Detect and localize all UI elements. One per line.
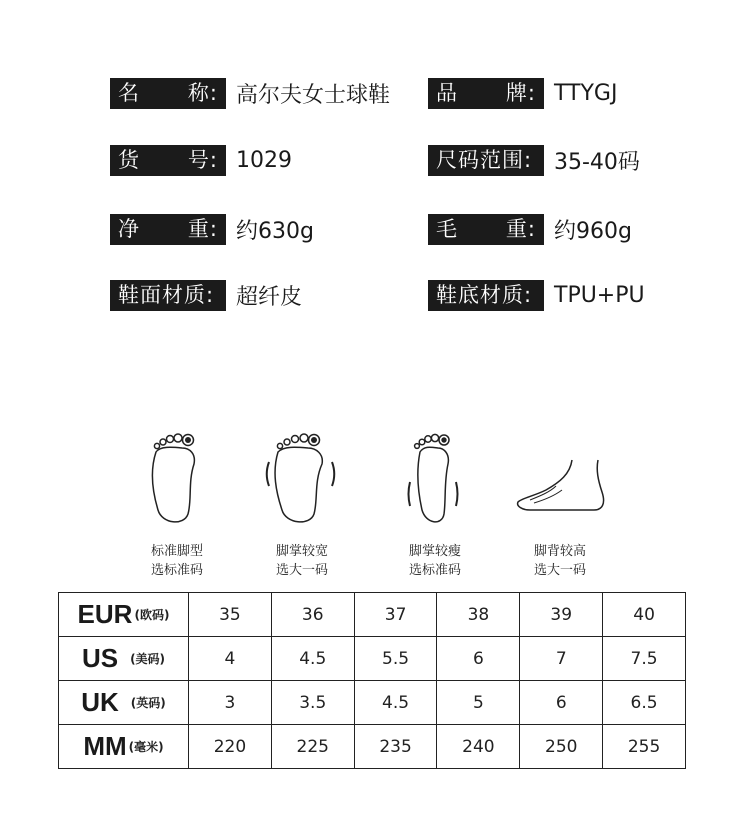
size-cell: 6: [437, 637, 520, 681]
size-cell: 250: [520, 725, 603, 769]
spec-net-weight: [110, 212, 314, 246]
spec-net-weight-value: 约630g: [236, 218, 314, 244]
size-cell: 3: [189, 681, 272, 725]
foot-narrow: [380, 430, 490, 580]
foot-standard-line2: 选标准码: [150, 563, 203, 578]
size-cell: 6: [520, 681, 603, 725]
size-row-header: US (美码): [59, 637, 189, 681]
size-cell: 5: [437, 681, 520, 725]
spec-sole: [428, 278, 645, 312]
spec-gross-weight: [428, 212, 632, 246]
size-cell: 39: [520, 593, 603, 637]
standard-foot-icon: [142, 430, 212, 530]
size-cell: 220: [189, 725, 272, 769]
foot-wide-line2: 选大一码: [275, 563, 328, 578]
size-cell: 35: [189, 593, 272, 637]
spec-brand-value: TTYGJ: [554, 80, 618, 106]
size-row-header: MM (毫米): [59, 725, 189, 769]
spec-upper-label: 鞋面材质:: [110, 280, 226, 311]
size-cell: 255: [603, 725, 686, 769]
foot-wide: [247, 430, 357, 580]
spec-size-range: [428, 143, 640, 177]
foot-wide-line1: 脚掌较宽: [275, 544, 328, 559]
spec-name-value: 高尔夫女士球鞋: [236, 82, 391, 108]
size-cell: 7.5: [603, 637, 686, 681]
foot-narrow-line2: 选标准码: [408, 563, 461, 578]
size-cell: 240: [437, 725, 520, 769]
spec-sole-value: TPU+PU: [554, 282, 645, 308]
size-cell: 40: [603, 593, 686, 637]
spec-size-range-value: 35-40码: [554, 149, 640, 175]
spec-name-label: 名 称:: [110, 78, 226, 109]
spec-size-range-label: 尺码范围:: [428, 145, 544, 176]
size-cell: 235: [354, 725, 437, 769]
spec-brand: [428, 76, 617, 110]
size-cell: 4.5: [354, 681, 437, 725]
size-cell: 3.5: [271, 681, 354, 725]
spec-gross-weight-label: 毛 重:: [428, 214, 544, 245]
foot-standard-line1: 标准脚型: [150, 544, 203, 559]
size-cell: 6.5: [603, 681, 686, 725]
spec-upper: [110, 278, 302, 312]
size-cell: 4: [189, 637, 272, 681]
size-table: [58, 592, 686, 769]
spec-gross-weight-value: 约960g: [554, 218, 632, 244]
spec-sole-label: 鞋底材质:: [428, 280, 544, 311]
spec-net-weight-label: 净 重:: [110, 214, 226, 245]
foot-high-instep-line2: 选大一码: [533, 563, 586, 578]
size-cell: 4.5: [271, 637, 354, 681]
foot-narrow-line1: 脚掌较瘦: [408, 544, 461, 559]
size-row-mm: [59, 725, 686, 769]
size-cell: 5.5: [354, 637, 437, 681]
size-cell: 38: [437, 593, 520, 637]
size-row-header: EUR (欧码): [59, 593, 189, 637]
spec-item-no: [110, 143, 292, 177]
spec-brand-label: 品 牌:: [428, 78, 544, 109]
spec-item-no-value: 1029: [236, 147, 292, 173]
spec-upper-value: 超纤皮: [236, 284, 303, 310]
spec-name: [110, 76, 390, 110]
size-cell: 36: [271, 593, 354, 637]
foot-high-instep: [505, 430, 615, 580]
high-instep-foot-icon: [510, 430, 610, 530]
size-cell: 225: [271, 725, 354, 769]
size-row-uk: [59, 681, 686, 725]
wide-foot-icon: [262, 430, 342, 530]
size-row-header: UK (英码): [59, 681, 189, 725]
foot-high-instep-line1: 脚背较高: [533, 544, 586, 559]
size-row-eur: [59, 593, 686, 637]
spec-item-no-label: 货 号:: [110, 145, 226, 176]
size-cell: 7: [520, 637, 603, 681]
size-cell: 37: [354, 593, 437, 637]
foot-standard: [122, 430, 232, 580]
size-row-us: [59, 637, 686, 681]
narrow-foot-icon: [400, 430, 470, 530]
